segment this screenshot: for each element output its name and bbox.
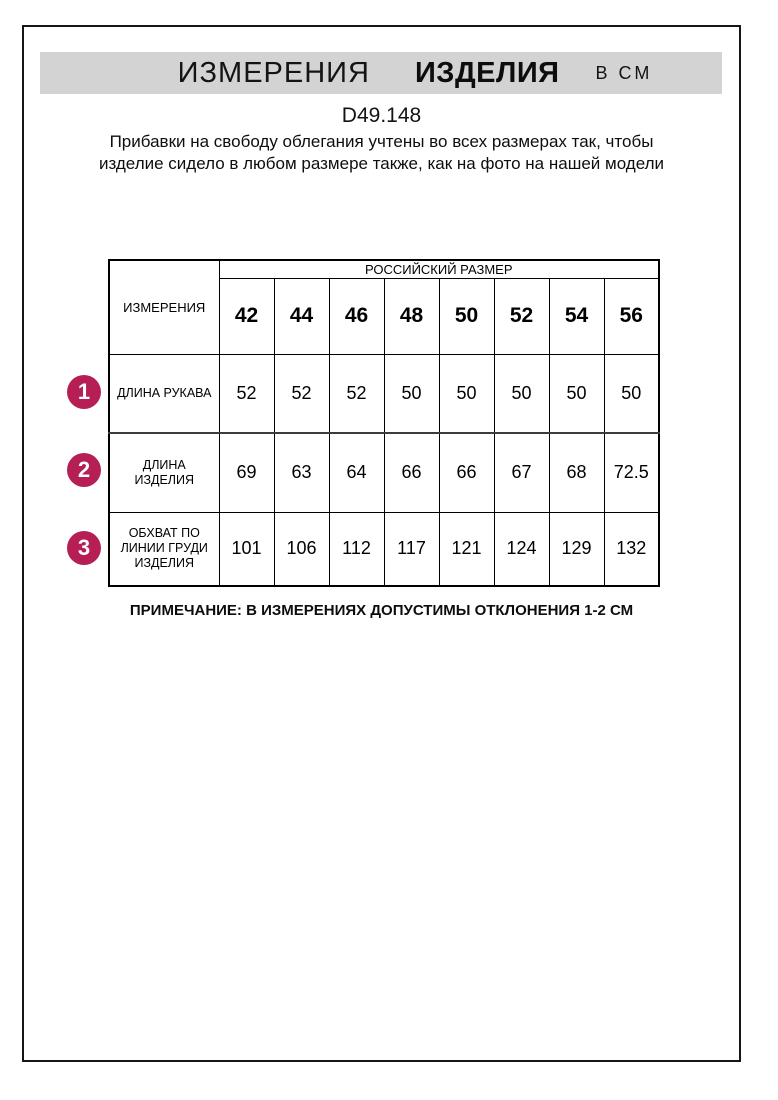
table-cell: 52: [274, 354, 329, 433]
table-cell: 50: [494, 354, 549, 433]
table-cell: 66: [439, 433, 494, 512]
table-cell: 67: [494, 433, 549, 512]
product-code: D49.148: [341, 104, 422, 127]
table-cell: 101: [219, 512, 274, 586]
size-header: 44: [274, 278, 329, 354]
table-cell: 112: [329, 512, 384, 586]
table-cell: 69: [219, 433, 274, 512]
row-label-chest-girth: ОБХВАТ ПО ЛИНИИ ГРУДИ ИЗДЕЛИЯ: [109, 512, 219, 586]
measurements-table: [108, 259, 660, 587]
table-cell: 50: [604, 354, 659, 433]
row-label-garment-length: ДЛИНА ИЗДЕЛИЯ: [109, 433, 219, 512]
fit-description: [22, 131, 741, 174]
table-row-chest-girth: [109, 512, 659, 586]
table-cell: 72.5: [604, 433, 659, 512]
tolerance-note: ПРИМЕЧАНИЕ: В ИЗМЕРЕНИЯХ ДОПУСТИМЫ ОТКЛОНЕНИЯ 1-2 СМ: [129, 602, 634, 619]
table-cell: 106: [274, 512, 329, 586]
table-cell: 117: [384, 512, 439, 586]
size-header: 48: [384, 278, 439, 354]
table-cell: 52: [219, 354, 274, 433]
table-row-sleeve-length: [109, 354, 659, 433]
title-units: В СМ: [595, 62, 653, 83]
size-header: 42: [219, 278, 274, 354]
table-cell: 121: [439, 512, 494, 586]
table-cell: 132: [604, 512, 659, 586]
table-row-size-group: [109, 260, 659, 278]
row-marker-3: 3: [67, 531, 101, 565]
size-header: 54: [549, 278, 604, 354]
table-cell: 66: [384, 433, 439, 512]
size-header: 56: [604, 278, 659, 354]
row-label-sleeve-length: ДЛИНА РУКАВА: [109, 354, 219, 433]
russian-size-header: РОССИЙСКИЙ РАЗМЕР: [219, 260, 659, 278]
fit-description-text: Прибавки на свободу облегания учтены во всех размерах так, чтобы изделие сидело в любом размере также, как на фото на нашей модели: [98, 132, 665, 173]
size-header: 46: [329, 278, 384, 354]
table-cell: 64: [329, 433, 384, 512]
title-bar: [40, 52, 722, 94]
table-cell: 63: [274, 433, 329, 512]
table-cell: 124: [494, 512, 549, 586]
row-marker-2: 2: [67, 453, 101, 487]
table-cell: 50: [384, 354, 439, 433]
table-cell: 129: [549, 512, 604, 586]
title-product: ИЗДЕЛИЯ: [414, 56, 560, 89]
table-cell: 50: [439, 354, 494, 433]
table-row-garment-length: [109, 433, 659, 512]
size-header: 50: [439, 278, 494, 354]
title-measurements: ИЗМЕРЕНИЯ: [177, 56, 370, 89]
row-marker-1: 1: [67, 375, 101, 409]
measurements-column-header: ИЗМЕРЕНИЯ: [109, 260, 219, 354]
table-cell: 68: [549, 433, 604, 512]
table-cell: 50: [549, 354, 604, 433]
size-header: 52: [494, 278, 549, 354]
table-cell: 52: [329, 354, 384, 433]
